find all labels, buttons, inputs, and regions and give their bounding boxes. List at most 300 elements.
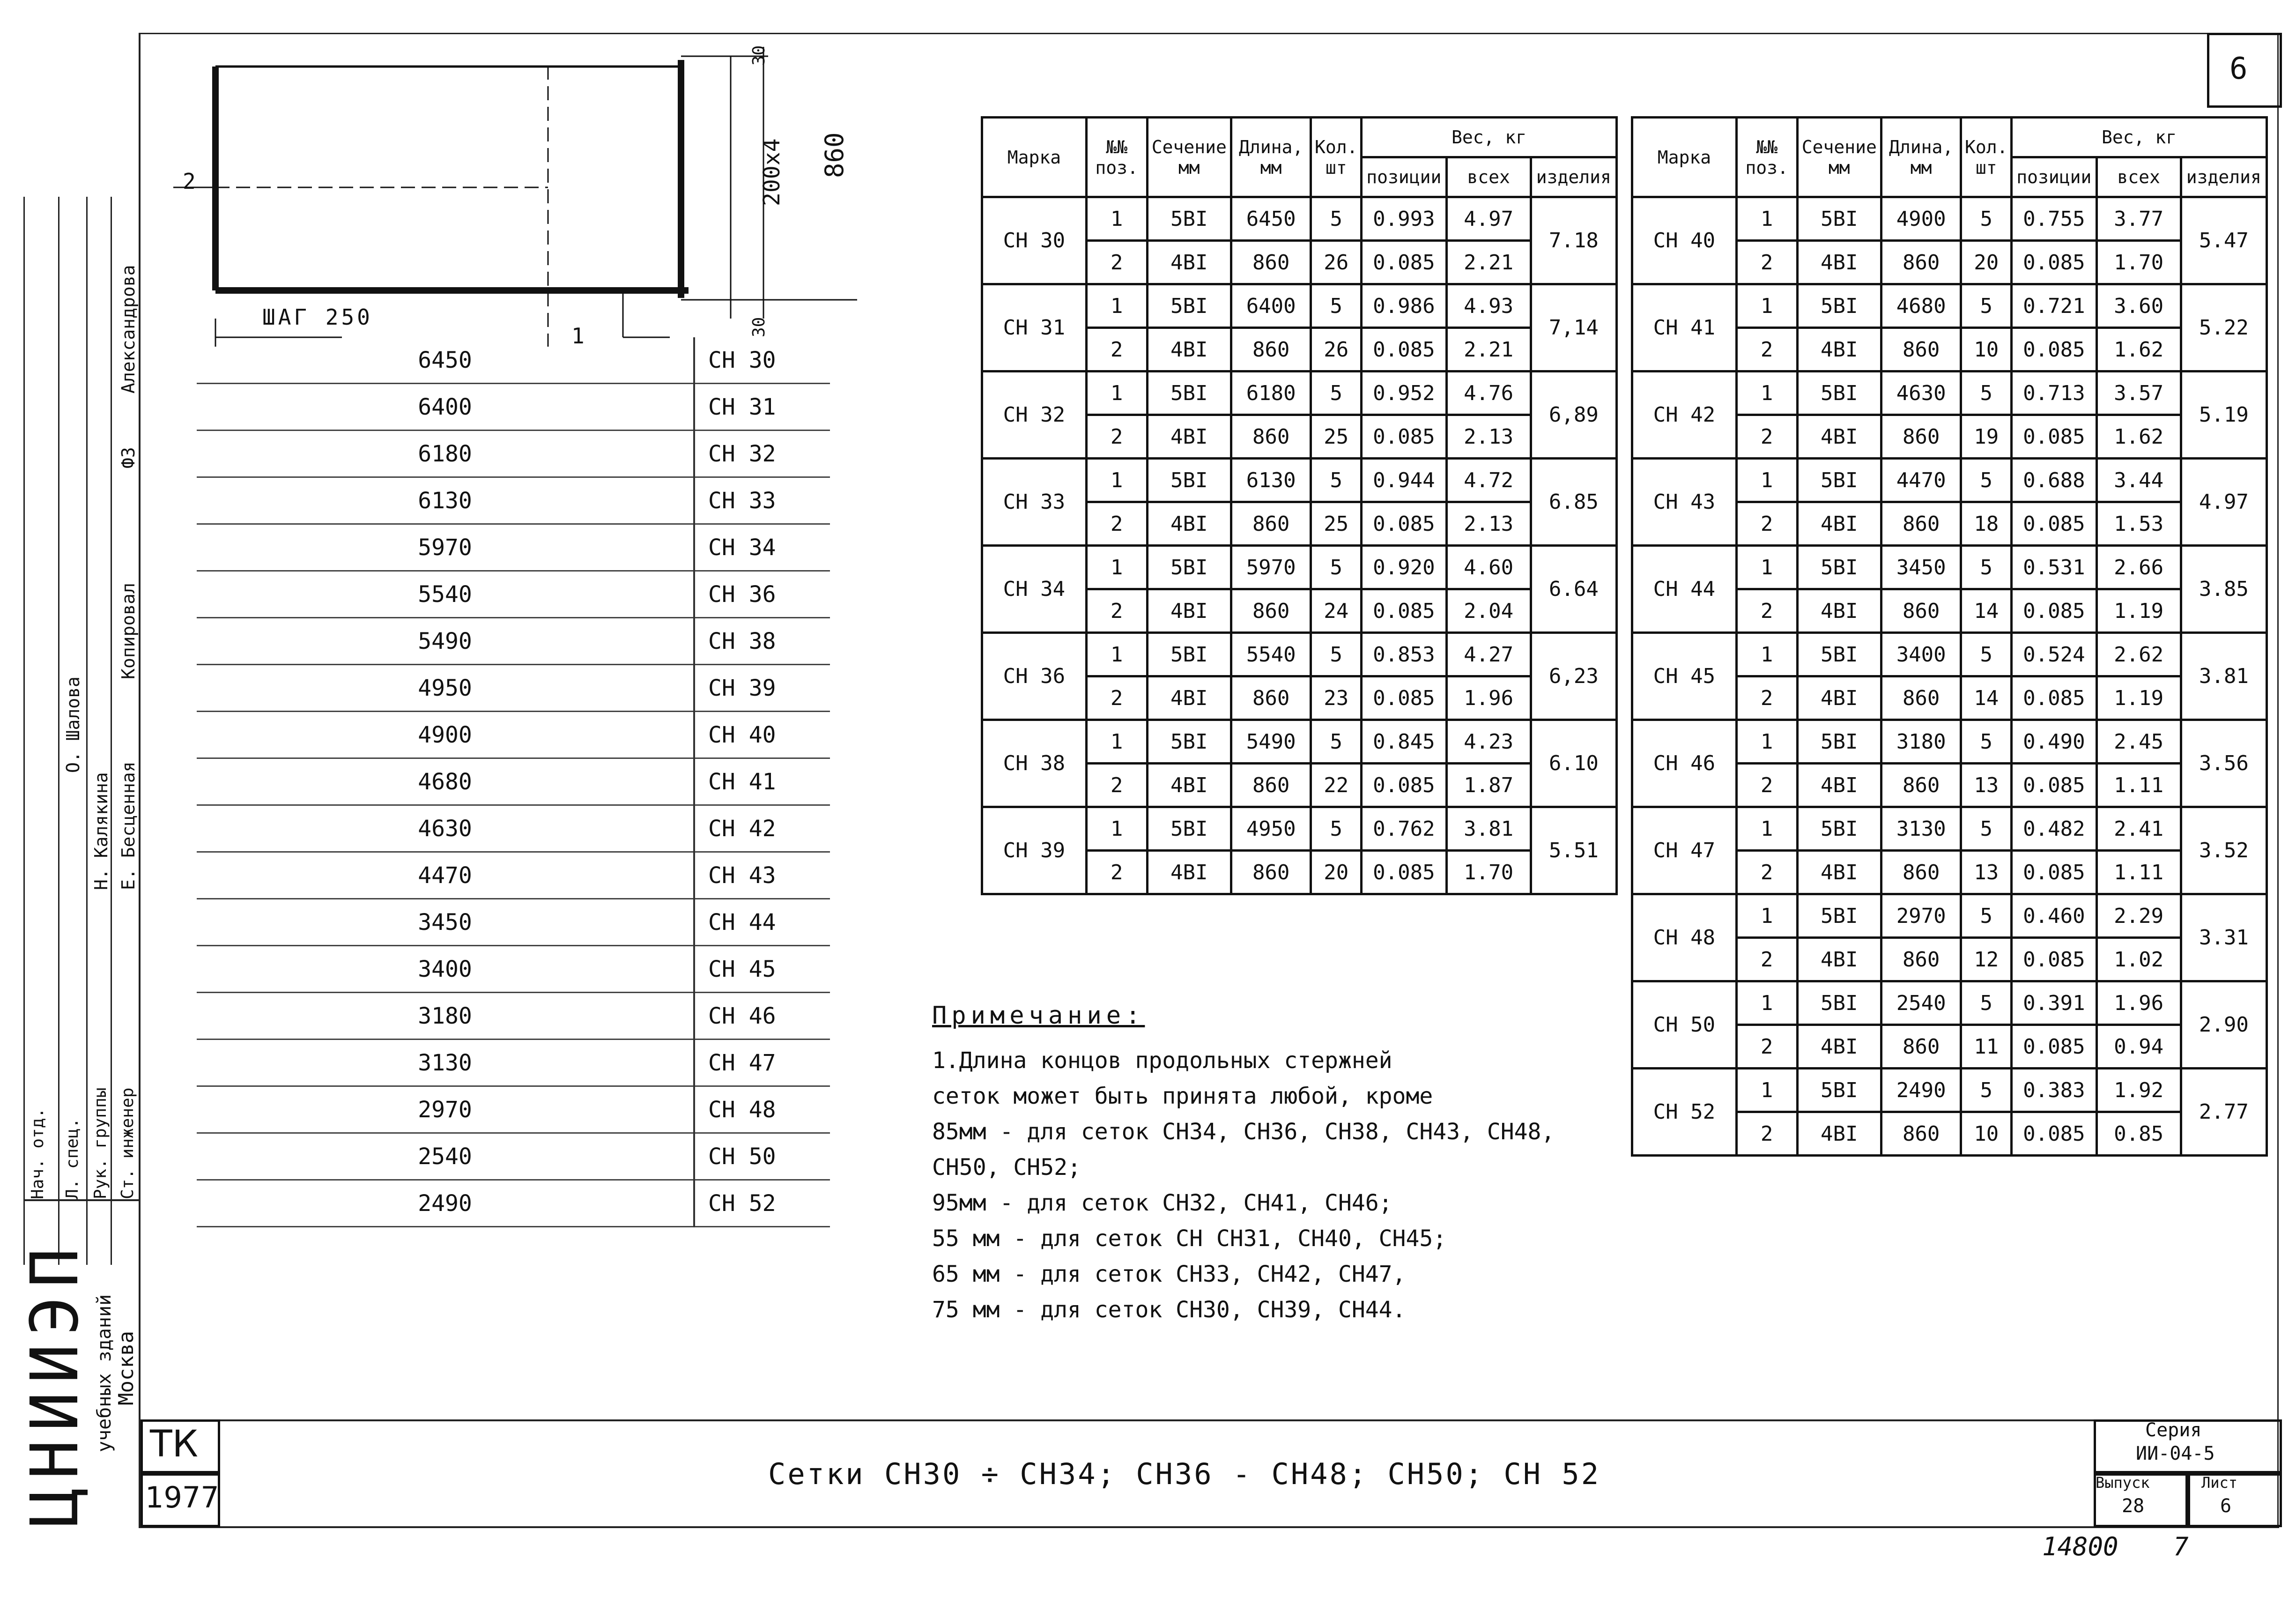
spec-cell: 1 [1086, 197, 1147, 241]
spec-mark: СН 40 [1632, 197, 1737, 284]
spec-cell: 1 [1086, 720, 1147, 764]
lengths-row-mark: СН 32 [694, 431, 830, 477]
spec-cell: 5ВI [1147, 720, 1231, 764]
spec-cell: 5 [1311, 197, 1362, 241]
spec-row [982, 807, 1617, 851]
lengths-row [197, 805, 830, 852]
drawing-step-label: ШАГ 250 [262, 304, 373, 330]
spec-cell: 2490 [1881, 1069, 1961, 1112]
spec-row [1632, 633, 2267, 676]
spec-mark: СН 30 [982, 197, 1087, 284]
lengths-row-mark: СН 38 [694, 618, 830, 665]
spec-cell: 1 [1736, 720, 1797, 764]
lengths-row-mark: СН 31 [694, 384, 830, 431]
spec-cell: 1.70 [2096, 241, 2181, 284]
spec-cell: 2.41 [2096, 807, 2181, 851]
spec-cell: 3.44 [2096, 459, 2181, 502]
spec-cell: 1.96 [1446, 676, 1531, 720]
spec-cell: 4ВI [1147, 328, 1231, 371]
spec-cell: 5ВI [1797, 371, 1881, 415]
spec-cell: 4ВI [1147, 851, 1231, 894]
spec-mark: СН 44 [1632, 546, 1737, 633]
spec-cell: 5ВI [1147, 546, 1231, 589]
spec-cell: 0.085 [1362, 589, 1446, 633]
spec-cell: 5 [1961, 981, 2012, 1025]
spec-cell: 0.085 [2012, 938, 2096, 981]
spec-cell: 0.713 [2012, 371, 2096, 415]
spec-cell: 0.085 [2012, 676, 2096, 720]
spec-cell: 0.085 [2012, 415, 2096, 459]
note-line: 75 мм - для сеток СН30, СН39, СН44. [932, 1297, 1406, 1323]
spec-cell: 5ВI [1147, 807, 1231, 851]
spec-cell: 860 [1881, 502, 1961, 546]
spec-cell: 4ВI [1797, 415, 1881, 459]
spec-cell: 5ВI [1797, 894, 1881, 938]
spec-cell: 6130 [1231, 459, 1311, 502]
spec-cell: 11 [1961, 1025, 2012, 1069]
spec-cell: 24 [1311, 589, 1362, 633]
spec-cell: 4ВI [1797, 938, 1881, 981]
spec-cell: 4ВI [1797, 1025, 1881, 1069]
drawing-label-1: 1 [571, 323, 585, 349]
spec-cell: 10 [1961, 328, 2012, 371]
spec-cell: 3180 [1881, 720, 1961, 764]
spec-cell: 2 [1086, 851, 1147, 894]
spec-cell: 0.085 [1362, 764, 1446, 807]
spec-cell: 0.721 [2012, 284, 2096, 328]
spec-row [982, 633, 1617, 676]
note-line: 95мм - для сеток СН32, СН41, СН46; [932, 1190, 1392, 1216]
spec-cell: 0.085 [2012, 1025, 2096, 1069]
lengths-row-mark: СН 52 [694, 1180, 830, 1227]
spec-cell: 2 [1736, 328, 1797, 371]
spec-cell: 4ВI [1147, 676, 1231, 720]
spec-cell: 1.70 [1446, 851, 1531, 894]
spec-cell: 1 [1086, 371, 1147, 415]
spec-item-weight: 6.64 [1531, 546, 1616, 633]
spec-cell: 0.085 [1362, 415, 1446, 459]
lengths-row [197, 758, 830, 805]
spec-item-weight: 3.81 [2181, 633, 2266, 720]
year-label: 1977 [145, 1480, 219, 1515]
note-block [932, 998, 1555, 1328]
spec-cell: 5ВI [1797, 459, 1881, 502]
spec-cell: 2 [1736, 1112, 1797, 1156]
frame-right-border [2277, 33, 2279, 1527]
spec-mark: СН 33 [982, 459, 1087, 546]
spec-cell: 2 [1086, 241, 1147, 284]
spec-cell: 2 [1086, 415, 1147, 459]
spec-cell: 860 [1881, 676, 1961, 720]
spec-cell: 2 [1736, 938, 1797, 981]
spec-mark: СН 36 [982, 633, 1087, 720]
spec-cell: 860 [1881, 1112, 1961, 1156]
spec-cell: 0.85 [2096, 1112, 2181, 1156]
spec-cell: 0.482 [2012, 807, 2096, 851]
sheet-number: 6 [2229, 52, 2248, 86]
spec-cell: 0.688 [2012, 459, 2096, 502]
th-mark: Марка [982, 118, 1087, 197]
spec-cell: 5ВI [1797, 807, 1881, 851]
spec-row [982, 546, 1617, 589]
spec-cell: 1.62 [2096, 328, 2181, 371]
side-stamp-divider [58, 197, 59, 1265]
lengths-row-mark: СН 47 [694, 1040, 830, 1086]
spec-cell: 2 [1736, 1025, 1797, 1069]
spec-mark: СН 41 [1632, 284, 1737, 371]
spec-item-weight: 6.85 [1531, 459, 1616, 546]
spec-mark: СН 47 [1632, 807, 1737, 894]
side-stamp-name: Александрова [118, 265, 139, 394]
spec-mark: СН 52 [1632, 1069, 1737, 1156]
spec-cell: 0.524 [2012, 633, 2096, 676]
lengths-row [197, 524, 830, 571]
spec-mark: СН 42 [1632, 371, 1737, 459]
spec-row [1632, 1069, 2267, 1112]
note-line: сеток может быть принята любой, кроме [932, 1083, 1433, 1109]
spec-cell: 2.13 [1446, 415, 1531, 459]
spec-cell: 4.93 [1446, 284, 1531, 328]
lengths-row-mark: СН 30 [694, 337, 830, 384]
spec-cell: 1.92 [2096, 1069, 2181, 1112]
frame-left-border [139, 33, 141, 1527]
spec-cell: 1.11 [2096, 851, 2181, 894]
spec-cell: 2 [1086, 328, 1147, 371]
spec-cell: 4680 [1881, 284, 1961, 328]
spec-cell: 4ВI [1147, 589, 1231, 633]
spec-mark: СН 38 [982, 720, 1087, 807]
spec-cell: 2.45 [2096, 720, 2181, 764]
spec-mark: СН 39 [982, 807, 1087, 894]
spec-cell: 2.62 [2096, 633, 2181, 676]
note-line: 65 мм - для сеток СН33, СН42, СН47, [932, 1261, 1406, 1287]
th-w-pos: позиции [2012, 157, 2096, 197]
lengths-row-mark: СН 36 [694, 571, 830, 618]
spec-cell: 5 [1311, 371, 1362, 415]
th-w-item: изделия [2181, 157, 2266, 197]
drawing-dim-200x4: 200x4 [759, 138, 785, 206]
frame-bottom-border [139, 1526, 2279, 1528]
lengths-row-mark: СН 43 [694, 852, 830, 899]
side-stamp-divider [23, 1199, 139, 1201]
lengths-row-length: 5970 [197, 524, 694, 571]
spec-cell: 4ВI [1797, 589, 1881, 633]
lengths-row-length: 2490 [197, 1180, 694, 1227]
spec-cell: 860 [1231, 502, 1311, 546]
side-stamp-name: Е. Бесценная [118, 761, 139, 890]
spec-mark: СН 43 [1632, 459, 1737, 546]
title-block-top-line [139, 1419, 2279, 1421]
spec-cell: 860 [1231, 415, 1311, 459]
spec-cell: 3.81 [1446, 807, 1531, 851]
spec-cell: 2 [1086, 502, 1147, 546]
spec-cell: 2 [1736, 851, 1797, 894]
spec-cell: 3.57 [2096, 371, 2181, 415]
lengths-row [197, 946, 830, 993]
stamp-bottom-suffix: 7 [2173, 1532, 2189, 1561]
spec-cell: 4630 [1881, 371, 1961, 415]
spec-cell: 4.23 [1446, 720, 1531, 764]
series-value: ИИ-04-5 [2136, 1443, 2215, 1464]
spec-cell: 5540 [1231, 633, 1311, 676]
lengths-row-length: 6130 [197, 477, 694, 524]
spec-cell: 860 [1231, 851, 1311, 894]
lengths-row [197, 337, 830, 384]
spec-cell: 4.76 [1446, 371, 1531, 415]
spec-cell: 2.04 [1446, 589, 1531, 633]
spec-item-weight: 7.18 [1531, 197, 1616, 284]
spec-cell: 0.762 [1362, 807, 1446, 851]
spec-cell: 2 [1736, 676, 1797, 720]
issue-label: Выпуск [2096, 1474, 2150, 1492]
spec-cell: 2 [1736, 415, 1797, 459]
spec-cell: 5 [1311, 807, 1362, 851]
spec-cell: 860 [1881, 1025, 1961, 1069]
spec-cell: 0.460 [2012, 894, 2096, 938]
side-stamp-role: Рук. группы [91, 1087, 110, 1199]
spec-cell: 5 [1961, 371, 2012, 415]
th-mark: Марка [1632, 118, 1737, 197]
spec-cell: 0.391 [2012, 981, 2096, 1025]
spec-cell: 5490 [1231, 720, 1311, 764]
spec-cell: 860 [1881, 241, 1961, 284]
lengths-row-length: 4470 [197, 852, 694, 899]
spec-row [982, 284, 1617, 328]
lengths-row-mark: СН 42 [694, 805, 830, 852]
lengths-row-length: 3400 [197, 946, 694, 993]
spec-cell: 2.13 [1446, 502, 1531, 546]
spec-cell: 2.66 [2096, 546, 2181, 589]
side-stamp-name: О. Шалова [63, 676, 83, 773]
spec-cell: 0.085 [1362, 502, 1446, 546]
spec-cell: 0.845 [1362, 720, 1446, 764]
spec-cell: 0.085 [1362, 676, 1446, 720]
lengths-row [197, 1180, 830, 1227]
spec-cell: 14 [1961, 589, 2012, 633]
spec-cell: 1 [1736, 459, 1797, 502]
lengths-row-length: 3130 [197, 1040, 694, 1086]
spec-cell: 2 [1736, 241, 1797, 284]
spec-cell: 5ВI [1797, 633, 1881, 676]
spec-cell: 3400 [1881, 633, 1961, 676]
spec-cell: 5ВI [1147, 197, 1231, 241]
lengths-row [197, 712, 830, 758]
spec-cell: 4470 [1881, 459, 1961, 502]
spec-row [1632, 197, 2267, 241]
spec-cell: 1 [1086, 633, 1147, 676]
spec-row [1632, 459, 2267, 502]
th-section: Сечение мм [1797, 118, 1881, 197]
spec-cell: 0.085 [1362, 851, 1446, 894]
spec-cell: 4.27 [1446, 633, 1531, 676]
th-qty: Кол. шт [1961, 118, 2012, 197]
spec-cell: 13 [1961, 764, 2012, 807]
spec-item-weight: 5.19 [2181, 371, 2266, 459]
lengths-row-mark: СН 40 [694, 712, 830, 758]
spec-cell: 5ВI [1147, 459, 1231, 502]
spec-cell: 20 [1311, 851, 1362, 894]
spec-cell: 1 [1736, 546, 1797, 589]
spec-row [1632, 894, 2267, 938]
spec-cell: 1.62 [2096, 415, 2181, 459]
spec-table-left [981, 116, 1618, 895]
spec-cell: 0.085 [1362, 241, 1446, 284]
spec-cell: 5ВI [1797, 284, 1881, 328]
spec-cell: 0.085 [2012, 764, 2096, 807]
spec-cell: 5 [1961, 633, 2012, 676]
spec-item-weight: 3.52 [2181, 807, 2266, 894]
lengths-row [197, 618, 830, 665]
spec-cell: 1.19 [2096, 589, 2181, 633]
spec-cell: 1.11 [2096, 764, 2181, 807]
spec-cell: 4ВI [1797, 764, 1881, 807]
spec-cell: 19 [1961, 415, 2012, 459]
side-stamp-copied: Копировал [118, 583, 139, 679]
spec-cell: 3.60 [2096, 284, 2181, 328]
spec-item-weight: 6,23 [1531, 633, 1616, 720]
lengths-row-mark: СН 39 [694, 665, 830, 712]
spec-cell: 1 [1736, 633, 1797, 676]
spec-cell: 5 [1311, 633, 1362, 676]
spec-row [982, 459, 1617, 502]
spec-cell: 5 [1961, 720, 2012, 764]
note-line: 1.Длина концов продольных стержней [932, 1047, 1392, 1074]
spec-cell: 5ВI [1147, 284, 1231, 328]
th-weight: Вес, кг [1362, 118, 1617, 157]
spec-cell: 1 [1736, 284, 1797, 328]
spec-mark: СН 46 [1632, 720, 1737, 807]
spec-cell: 10 [1961, 1112, 2012, 1156]
sheet-value: 6 [2220, 1495, 2232, 1517]
lengths-row [197, 384, 830, 431]
lengths-row-length: 4900 [197, 712, 694, 758]
spec-row [1632, 371, 2267, 415]
spec-mark: СН 50 [1632, 981, 1737, 1069]
spec-cell: 0.531 [2012, 546, 2096, 589]
spec-cell: 3450 [1881, 546, 1961, 589]
spec-cell: 5 [1961, 894, 2012, 938]
th-w-item: изделия [1531, 157, 1616, 197]
spec-cell: 3130 [1881, 807, 1961, 851]
lengths-row-length: 5490 [197, 618, 694, 665]
lengths-row [197, 477, 830, 524]
lengths-row [197, 993, 830, 1040]
spec-cell: 5 [1961, 197, 2012, 241]
lengths-row [197, 852, 830, 899]
spec-table-right [1631, 116, 2268, 1157]
lengths-row-mark: СН 50 [694, 1133, 830, 1180]
spec-cell: 1.87 [1446, 764, 1531, 807]
spec-cell: 860 [1231, 764, 1311, 807]
issue-value: 28 [2122, 1495, 2145, 1517]
frame-top-border [139, 33, 2279, 34]
spec-cell: 23 [1311, 676, 1362, 720]
spec-cell: 4900 [1881, 197, 1961, 241]
lengths-row-mark: СН 45 [694, 946, 830, 993]
spec-cell: 5 [1311, 284, 1362, 328]
spec-mark: СН 31 [982, 284, 1087, 371]
spec-cell: 5 [1311, 459, 1362, 502]
drawing-dim-30-top: 30 [749, 45, 769, 66]
spec-cell: 0.920 [1362, 546, 1446, 589]
side-stamp-role: Ст. инженер [118, 1087, 137, 1199]
lengths-row-length: 5540 [197, 571, 694, 618]
spec-item-weight: 2.90 [2181, 981, 2266, 1069]
spec-cell: 4ВI [1147, 241, 1231, 284]
spec-row [982, 371, 1617, 415]
spec-cell: 0.952 [1362, 371, 1446, 415]
tk-label: ТК [150, 1423, 199, 1465]
spec-cell: 4ВI [1147, 415, 1231, 459]
th-length: Длина, мм [1881, 118, 1961, 197]
note-line: 55 мм - для сеток СН СН31, СН40, СН45; [932, 1225, 1447, 1252]
lengths-row [197, 899, 830, 946]
spec-item-weight: 5.47 [2181, 197, 2266, 284]
spec-cell: 2 [1736, 764, 1797, 807]
spec-cell: 1.02 [2096, 938, 2181, 981]
lengths-row [197, 665, 830, 712]
lengths-row-length: 2970 [197, 1086, 694, 1133]
spec-cell: 1 [1086, 807, 1147, 851]
spec-cell: 1 [1086, 284, 1147, 328]
spec-cell: 0.490 [2012, 720, 2096, 764]
spec-cell: 4ВI [1147, 764, 1231, 807]
spec-cell: 860 [1881, 851, 1961, 894]
spec-cell: 860 [1231, 676, 1311, 720]
spec-cell: 6400 [1231, 284, 1311, 328]
spec-cell: 2.29 [2096, 894, 2181, 938]
th-length: Длина, мм [1231, 118, 1311, 197]
spec-row [1632, 546, 2267, 589]
drawing-label-2: 2 [183, 169, 196, 194]
spec-cell: 0.085 [2012, 589, 2096, 633]
spec-cell: 12 [1961, 938, 2012, 981]
spec-item-weight: 4.97 [2181, 459, 2266, 546]
spec-cell: 0.94 [2096, 1025, 2181, 1069]
spec-mark: СН 32 [982, 371, 1087, 459]
drawing-title: Сетки СН30 ÷ СН34; СН36 - СН48; СН50; СН 52 [768, 1457, 1601, 1491]
lengths-row-mark: СН 46 [694, 993, 830, 1040]
spec-cell: 5 [1961, 284, 2012, 328]
spec-mark: СН 34 [982, 546, 1087, 633]
th-pos: №№ поз. [1086, 118, 1147, 197]
spec-cell: 4.60 [1446, 546, 1531, 589]
th-pos: №№ поз. [1736, 118, 1797, 197]
spec-cell: 0.085 [2012, 502, 2096, 546]
spec-cell: 5ВI [1797, 981, 1881, 1025]
spec-cell: 0.993 [1362, 197, 1446, 241]
spec-cell: 4ВI [1797, 676, 1881, 720]
spec-item-weight: 6,89 [1531, 371, 1616, 459]
spec-mark: СН 45 [1632, 633, 1737, 720]
spec-item-weight: 3.56 [2181, 720, 2266, 807]
spec-cell: 860 [1881, 764, 1961, 807]
spec-cell: 2 [1086, 764, 1147, 807]
spec-cell: 5ВI [1147, 371, 1231, 415]
spec-row [1632, 981, 2267, 1025]
spec-cell: 5 [1311, 546, 1362, 589]
side-stamp-divider [23, 197, 25, 1265]
spec-cell: 860 [1881, 415, 1961, 459]
spec-cell: 2.21 [1446, 328, 1531, 371]
spec-row [1632, 720, 2267, 764]
spec-cell: 1 [1086, 546, 1147, 589]
lengths-row-length: 4680 [197, 758, 694, 805]
spec-cell: 0.085 [2012, 328, 2096, 371]
side-stamp-institute-sub1: учебных зданий [94, 1294, 115, 1452]
spec-cell: 0.853 [1362, 633, 1446, 676]
th-w-pos: позиции [1362, 157, 1446, 197]
